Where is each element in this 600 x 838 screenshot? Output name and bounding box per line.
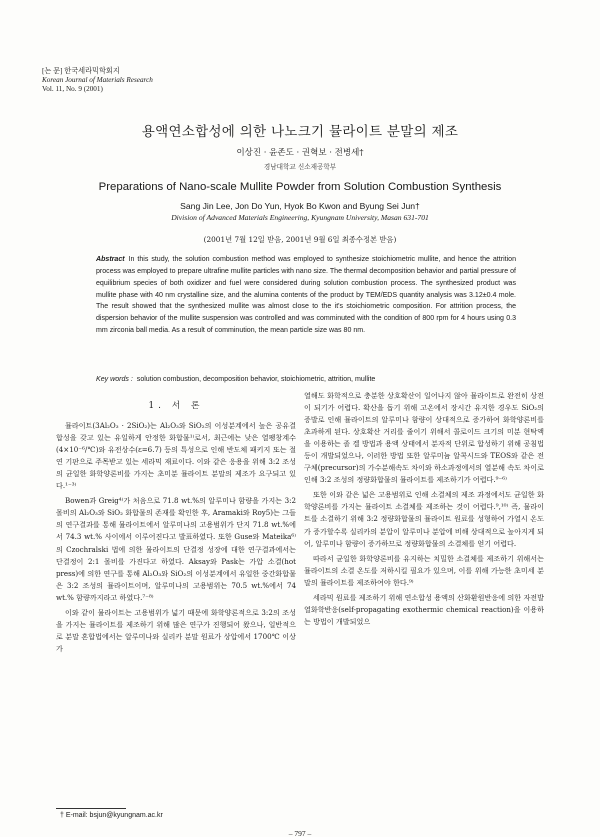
left-column: [56, 400, 296, 658]
abstract-label: Abstract: [96, 256, 125, 263]
right-paragraph: 세라믹 원료를 제조하기 위해 연소합성 용액의 산화환원반응에 의한 자전발열화학반응(self-propagating exothermic chemical reaction)을 이용하는 방법이 개발되었으: [304, 592, 544, 626]
abstract-text: In this study, the solution combustion method was employed to synthesize stoichiometric mullite, and hence the attrition process was employed to prepare ultrafine mullite particles with nano size. The thermal decomposition behavior and partial pressure of equilibrium species of both oxidizer and fuel were considered during solution combustion process. The synthesized product was mullite phase with 40 nm crystalline size, and the alumina contents of the product by TEM/EDS quantity analysis was 3.12±0.4 mole. The result showed that the synthesized mullite was almost close to the it's stoichiometric composition. For attrition process, the dispersion behavior of the mullite suspension was controlled and was comminuted with the condition of 800 rpm for 4 hours using 0.3 mm zirconia ball media. As a result of comminution, the mean particle size was 80 nm.: [96, 256, 516, 335]
right-paragraph: 따라서 균일한 화학양론비를 유지하는 치밀한 소결체를 제조하기 위해서는 뮬라이트의 소결 온도를 저하시킬 필요가 있으며, 이를 위해 가능한 초미세 분말의 뮬라이트를 제조하여야 한다.⁹⁾: [304, 553, 544, 587]
paper-title-english: Preparations of Nano-scale Mullite Powder from Solution Combustion Synthesis: [98, 181, 502, 193]
paper-title-korean: 용액연소합성에 의한 나노크기 뮬라이트 분말의 제조: [141, 124, 459, 140]
journal-header: [42, 67, 153, 94]
footnote-divider: [56, 808, 126, 809]
journal-header-line2: Korean Journal of Materials Research: [42, 76, 153, 84]
footnote-email: † E-mail: bsjun@kyungnam.ac.kr: [60, 812, 163, 819]
right-column: [304, 390, 544, 631]
abstract: [96, 254, 516, 337]
right-paragraph: 열해도 화학적으로 충분한 상호확산이 일어나지 않아 뮬라이트로 완전히 상전이 되기가 어렵다. 확산을 돕기 위해 고온에서 장시간 유지한 경우도 SiO₂의 증발로 인해 뮬라이트의 알루미나 함량이 상대적으로 증가하여 화학양론비를 초과하게 된다. 상호확산 거리를 줄이기 위해서 콜로이드 크기의 미분 현탁액을 이용하는 졸 겔 방법과 용액 상태에서 분자적 단위로 합성하기 위해 공침법 등이 개발되었으나, 이러한 방법 또한 알루미늄 알콕시드와 TEOS와 같은 전구체(precursor)의 가수분해속도 차이와 하소과정에서의 열분해 속도 차이로 인해 3:2 조성의 정량화합물의 뮬라이트를 제조하기가 어렵다.⁹⁻⁶⁾: [304, 391, 544, 485]
affiliation-korean: 경남대학교 신소재공학부: [263, 163, 337, 171]
received-dates: (2001년 7월 12일 받음, 2001년 9월 6일 최종수정본 받음): [203, 235, 397, 244]
keywords-text: solution combustion, decomposition behavior, stoichiometric, attrition, mullite: [136, 376, 376, 383]
page-number: – 797 –: [288, 829, 312, 838]
right-paragraph: 또한 이와 같은 넓은 고용범위로 인해 소결체의 제조 과정에서도 균일한 화학양론비를 가지는 뮬라이트 소결체를 제조하는 것이 어렵다.⁹,¹⁰⁾ 즉, 뮬라이트를 소결하기 위해 3:2 정량화합물의 뮬라이트 원료를 성형하여 가열시 온도가 증가할수록 실리카의 분압이 알루미나 분압에 비해 상대적으로 높아지게 되어, 알루미나 함량이 증가하므로 정량화합물의 소결체를 얻기 어렵다.: [304, 490, 544, 548]
section-heading-introduction: 1. 서 론: [148, 401, 204, 411]
left-paragraph: 이와 같이 뮬라이트는 고용범위가 넓기 때문에 화학양론적으로 3:2의 조성을 가지는 뮬라이트를 제조하기 위해 많은 연구가 진행되어 왔으나, 일반적으로 분말 혼합법에서는 알루미나와 실리카 분말 원료가 상압에서 1700℃ 이상 가: [56, 607, 296, 653]
authors-english: Sang Jin Lee, Jon Do Yun, Hyok Bo Kwon and Byung Sei Jun†: [180, 201, 420, 211]
affiliation-english: Division of Advanced Materials Engineering, Kyungnam University, Masan 631-701: [171, 213, 429, 222]
journal-header-line1: [논 문] 한국세라믹학회지: [42, 67, 120, 75]
left-paragraph: Bowen과 Greig⁴⁾가 처음으로 71.8 wt.%의 알루미나 함량을 가지는 3:2 몰비의 Al₂O₃와 SiO₂ 화합물의 존재를 확인한 후, Aramaki와 Roy5)는 그들의 연구결과를 통해 뮬라이트에서 알루미나의 고용범위가 단지 71.8 wt.%에서 74.3 wt.% 사이에서 이루어진다고 발표하였다. 또한 Guse와 Mateika⁶⁾의 Czochralski 법에 의한 뮬라이트의 단결정 성장에 대한 연구결과에서는 단결정이 2:1 몰비를 가진다고 하였다. Aksay와 Pask는 가압 소결(hot press)에 의한 연구를 통해 Al₂O₃와 SiO₂의 이성분계에서 유일한 중간화합물은 3:2 조성의 뮬라이트이며, 알루미나의 고용범위는 70.5 wt.%에서 74 wt.% 함량까지라고 하였다.⁷⁻⁸⁾: [56, 496, 296, 602]
keywords-label: Key words :: [96, 376, 133, 383]
keywords: [96, 376, 526, 383]
authors-korean: 이상진 · 윤존도 · 권혁보 · 전병세†: [236, 148, 364, 158]
left-paragraph: 뮬라이트(3Al₂O₃ · 2SiO₂)는 Al₂O₃와 SiO₂의 이성분계에서 높은 공유결합성을 갖고 있는 유일하게 안정한 화합물¹⁾로서, 최근에는 낮은 열팽창계수(4×10⁻⁶/℃)와 유전상수(ε=6.7) 등의 특성으로 인해 반도체 패키지 또는 절연 기판으로 주목받고 있는 세라믹 재료이다. 이와 같은 응용을 위해 3:2 조성의 균일한 화학양론비를 가지는 초미분 뮬라이트 분말의 제조가 요구되고 있다.¹⁻³⁾: [56, 421, 296, 491]
journal-header-line3: Vol. 11, No. 9 (2001): [42, 85, 103, 93]
